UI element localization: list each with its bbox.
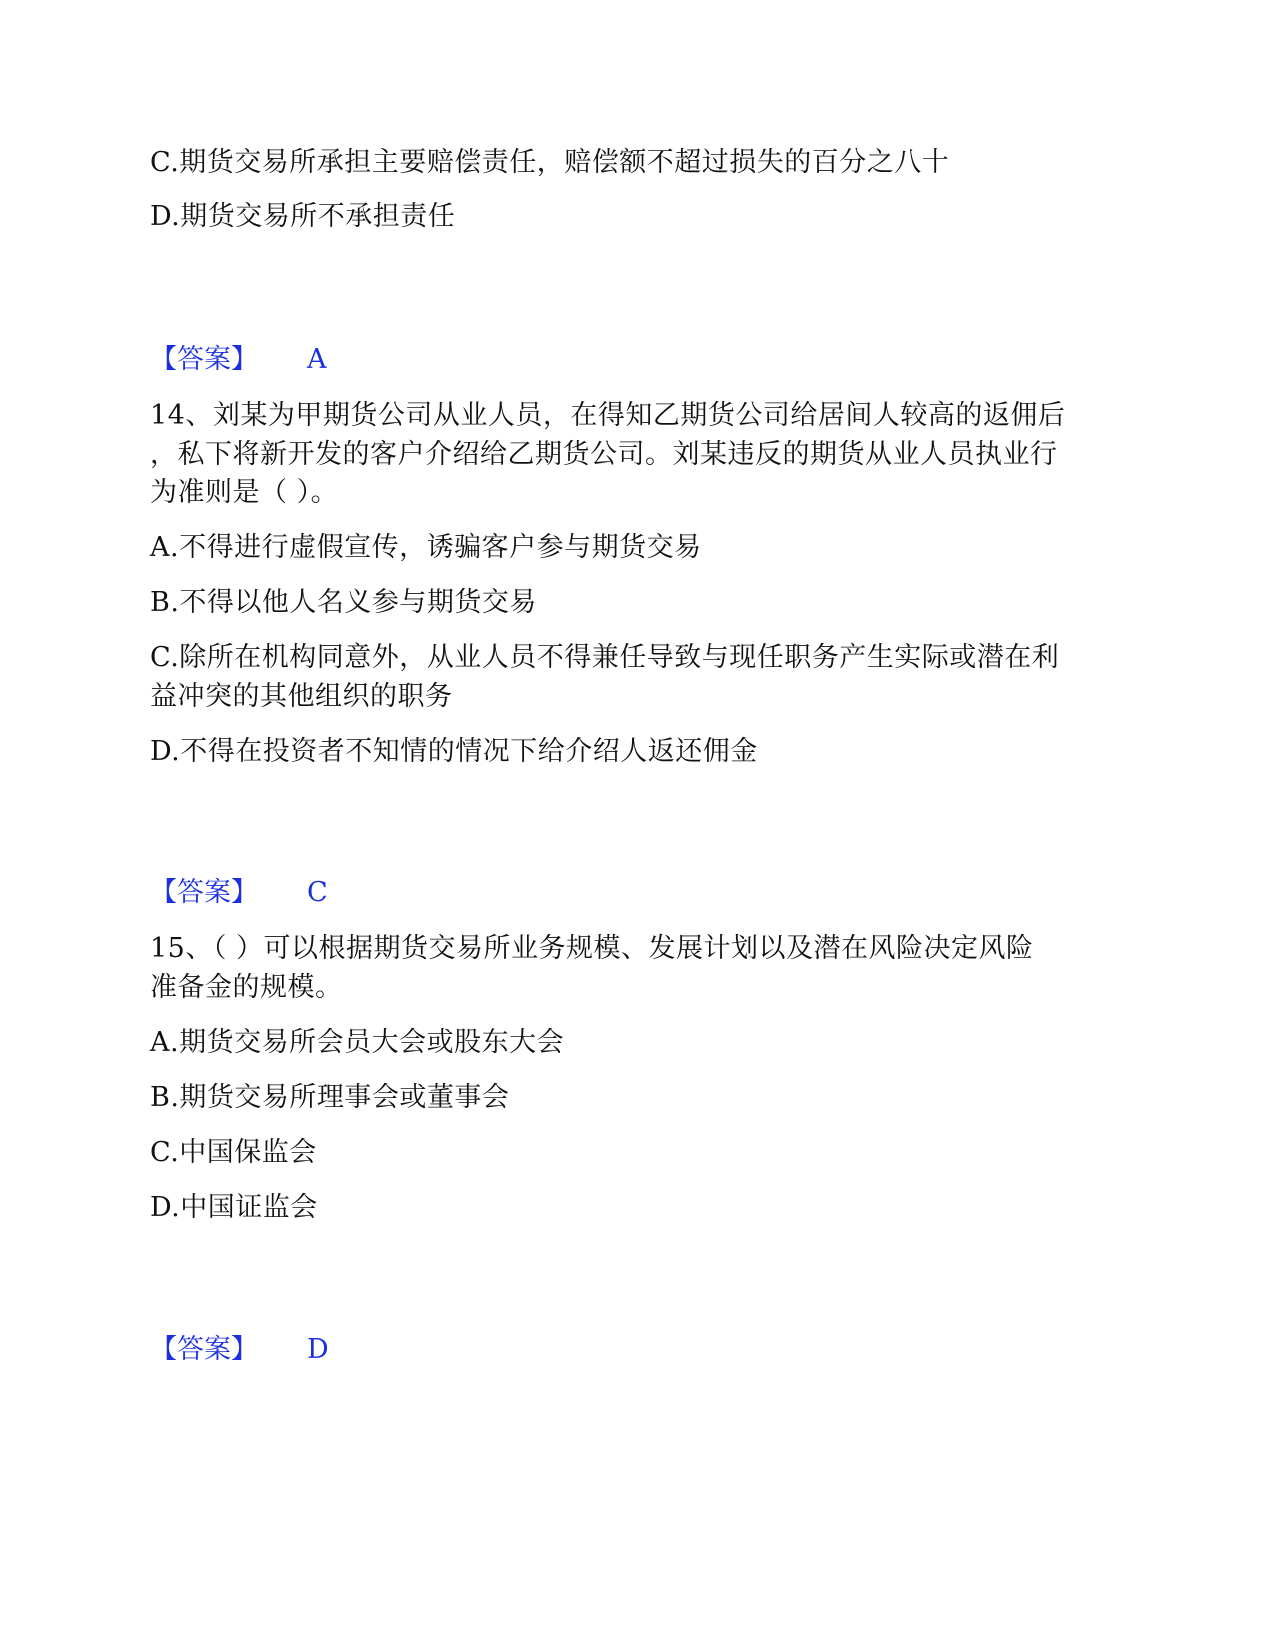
q14-stem-line1: 14、刘某为甲期货公司从业人员，在得知乙期货公司给居间人较高的返佣后 xyxy=(150,400,1066,431)
q15-stem-line1: 15、（ ）可以根据期货交易所业务规模、发展计划以及潜在风险决定风险 xyxy=(150,933,1034,964)
q14-answer-value: C xyxy=(307,877,328,908)
q14-option-b: B.不得以他人名义参与期货交易 xyxy=(150,587,537,618)
q14-answer-label: 【答案】 xyxy=(150,877,258,908)
q13-answer-label: 【答案】 xyxy=(150,344,258,375)
q15-answer-value: D xyxy=(307,1334,329,1365)
q15-answer-label: 【答案】 xyxy=(150,1334,258,1365)
q15-option-d: D.中国证监会 xyxy=(150,1192,318,1223)
q14-option-c-line2: 益冲突的其他组织的职务 xyxy=(150,681,453,712)
q14-option-d: D.不得在投资者不知情的情况下给介绍人返还佣金 xyxy=(150,736,758,767)
q14-stem-line3: 为准则是（ ）。 xyxy=(150,477,339,508)
q15-option-a: A.期货交易所会员大会或股东大会 xyxy=(150,1027,565,1058)
q13-option-c: C.期货交易所承担主要赔偿责任，赔偿额不超过损失的百分之八十 xyxy=(150,147,950,178)
q14-option-a: A.不得进行虚假宣传，诱骗客户参与期货交易 xyxy=(150,532,702,563)
q15-option-c: C.中国保监会 xyxy=(150,1137,317,1168)
q13-option-d: D.期货交易所不承担责任 xyxy=(150,201,456,232)
q15-stem-line2: 准备金的规模。 xyxy=(150,972,343,1003)
q15-option-b: B.期货交易所理事会或董事会 xyxy=(150,1082,510,1113)
q14-option-c-line1: C.除所在机构同意外，从业人员不得兼任导致与现任职务产生实际或潜在利 xyxy=(150,642,1060,673)
q14-stem-line2: ，私下将新开发的客户介绍给乙期货公司。刘某违反的期货从业人员执业行 xyxy=(150,439,1058,470)
q13-answer-value: A xyxy=(307,344,327,375)
